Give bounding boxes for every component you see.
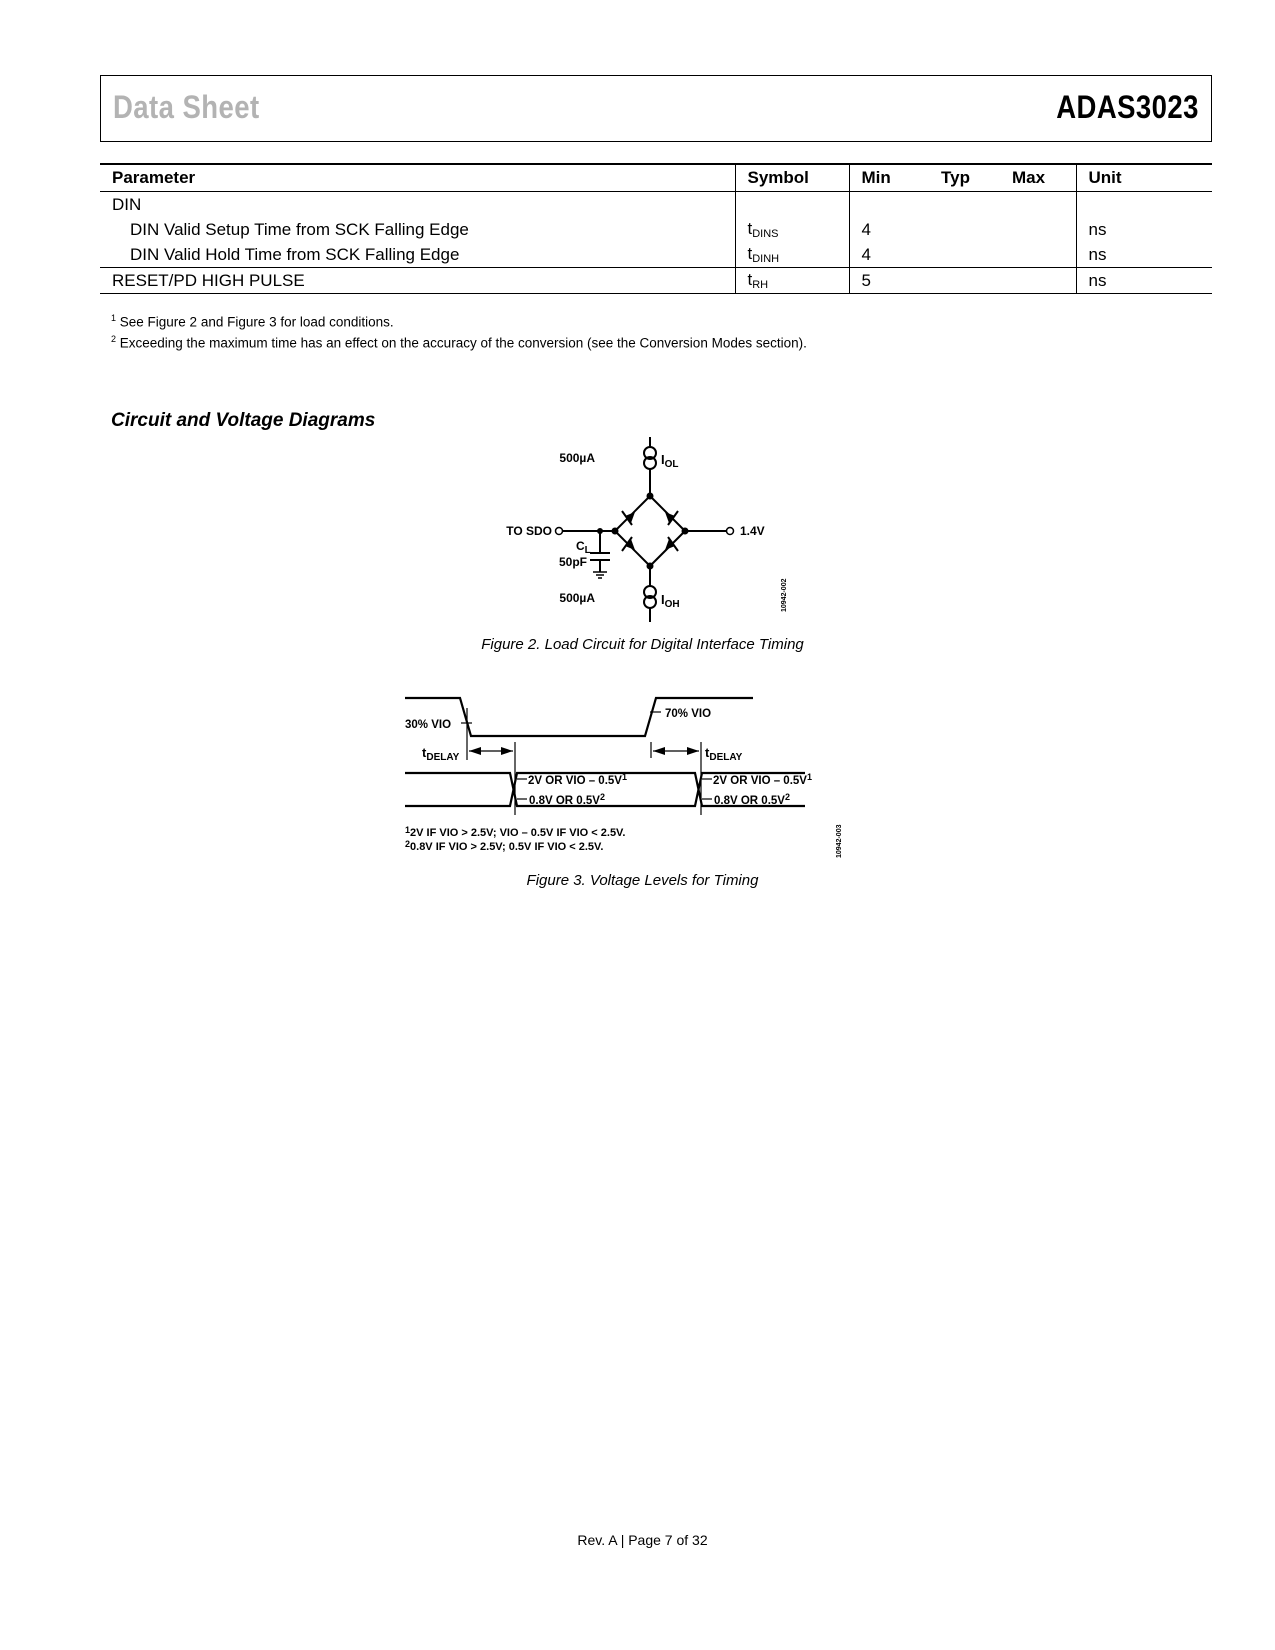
symbol-cell: $t_{DINH}$ xyxy=(735,242,849,268)
min-cell: 4 xyxy=(861,219,871,239)
max-cell xyxy=(1000,242,1076,268)
param-cell: DIN Valid Hold Time from SCK Falling Edge xyxy=(100,242,735,268)
table-row xyxy=(100,242,1212,268)
max-cell xyxy=(1000,268,1076,294)
min-cell: 4 xyxy=(861,244,871,264)
table-header-row xyxy=(100,164,1212,192)
high-threshold-label-left: 2V OR VIO – $0.5V^1$ xyxy=(528,772,627,787)
typ-cell xyxy=(929,242,1000,268)
col-unit: Unit xyxy=(1076,164,1212,192)
cl-label: $C_L$ xyxy=(576,539,591,556)
symbol-cell: $t_{DINS}$ xyxy=(735,217,849,242)
timing-spec-table xyxy=(100,163,1212,294)
figure-code: 10942-003 xyxy=(836,824,843,858)
table-row xyxy=(100,192,1212,218)
table-row xyxy=(100,268,1212,294)
min-cell: 5 xyxy=(849,268,929,294)
top-current-label: 500µA xyxy=(559,451,595,465)
figure2-caption: Figure 2. Load Circuit for Digital Interface Timing xyxy=(481,636,804,653)
ioh-label: $I_{OH}$ xyxy=(661,592,680,610)
col-min: Min xyxy=(849,164,929,192)
col-symbol: Symbol xyxy=(735,164,849,192)
figure3-note-2: $^2$0.8V IF VIO > 2.5V; 0.5V IF VIO < 2.5V. xyxy=(405,839,604,853)
load-circuit-diagram xyxy=(475,432,795,627)
section-title: Circuit and Voltage Diagrams xyxy=(111,410,376,431)
bottom-current-label: 500µA xyxy=(559,591,595,605)
tdelay-label-right: $t_{DELAY}$ xyxy=(705,745,743,763)
voltage-levels-diagram xyxy=(405,690,855,860)
low-threshold-label-left: 0.8V OR $0.5V^2$ xyxy=(529,792,605,807)
table-row xyxy=(100,217,1212,242)
voltage-label: 1.4V xyxy=(740,524,765,538)
figure3-caption: Figure 3. Voltage Levels for Timing xyxy=(526,872,759,889)
typ-cell xyxy=(929,268,1000,294)
low-threshold-label-right: 0.8V OR $0.5V^2$ xyxy=(714,792,790,807)
iol-label: $I_{OL}$ xyxy=(661,452,679,470)
high-threshold-label-right: 2V OR VIO – $0.5V^1$ xyxy=(713,772,812,787)
col-max: Max xyxy=(1000,164,1076,192)
group-label: DIN xyxy=(100,192,735,218)
header-doc-type: Data Sheet xyxy=(113,89,260,125)
70pct-vio-label: 70% VIO xyxy=(665,708,712,720)
30pct-vio-label: 30% VIO xyxy=(405,719,452,731)
table-footnotes xyxy=(111,310,807,352)
param-cell: RESET/PD HIGH PULSE xyxy=(100,268,735,294)
col-typ: Typ xyxy=(929,164,1000,192)
typ-cell xyxy=(929,217,1000,242)
symbol-cell: $t_{RH}$ xyxy=(735,268,849,294)
to-sdo-label: TO SDO xyxy=(506,524,552,538)
footnote-2: $^2$ Exceeding the maximum time has an effect on the accuracy of the conversion (see the Conversion Modes section). xyxy=(111,334,807,351)
col-parameter: Parameter xyxy=(100,164,735,192)
cap-value-label: 50pF xyxy=(559,555,588,569)
header-part-number: ADAS3023 xyxy=(1056,89,1199,125)
figure-code: 10942-002 xyxy=(781,578,788,612)
figure3-note-1: $^1$2V IF VIO > 2.5V; VIO – 0.5V IF VIO < 2.5V. xyxy=(405,825,626,839)
footnote-1: $^1$ See Figure 2 and Figure 3 for load conditions. xyxy=(111,313,394,330)
max-cell xyxy=(1000,217,1076,242)
unit-cell: ns xyxy=(1088,244,1107,264)
param-cell: DIN Valid Setup Time from SCK Falling Edge xyxy=(100,217,735,242)
unit-cell: ns xyxy=(1076,268,1212,294)
page-header xyxy=(100,75,1212,142)
tdelay-label-left: $t_{DELAY}$ xyxy=(422,745,460,763)
page-footer: Rev. A | Page 7 of 32 xyxy=(577,1532,708,1548)
unit-cell: ns xyxy=(1088,219,1107,239)
